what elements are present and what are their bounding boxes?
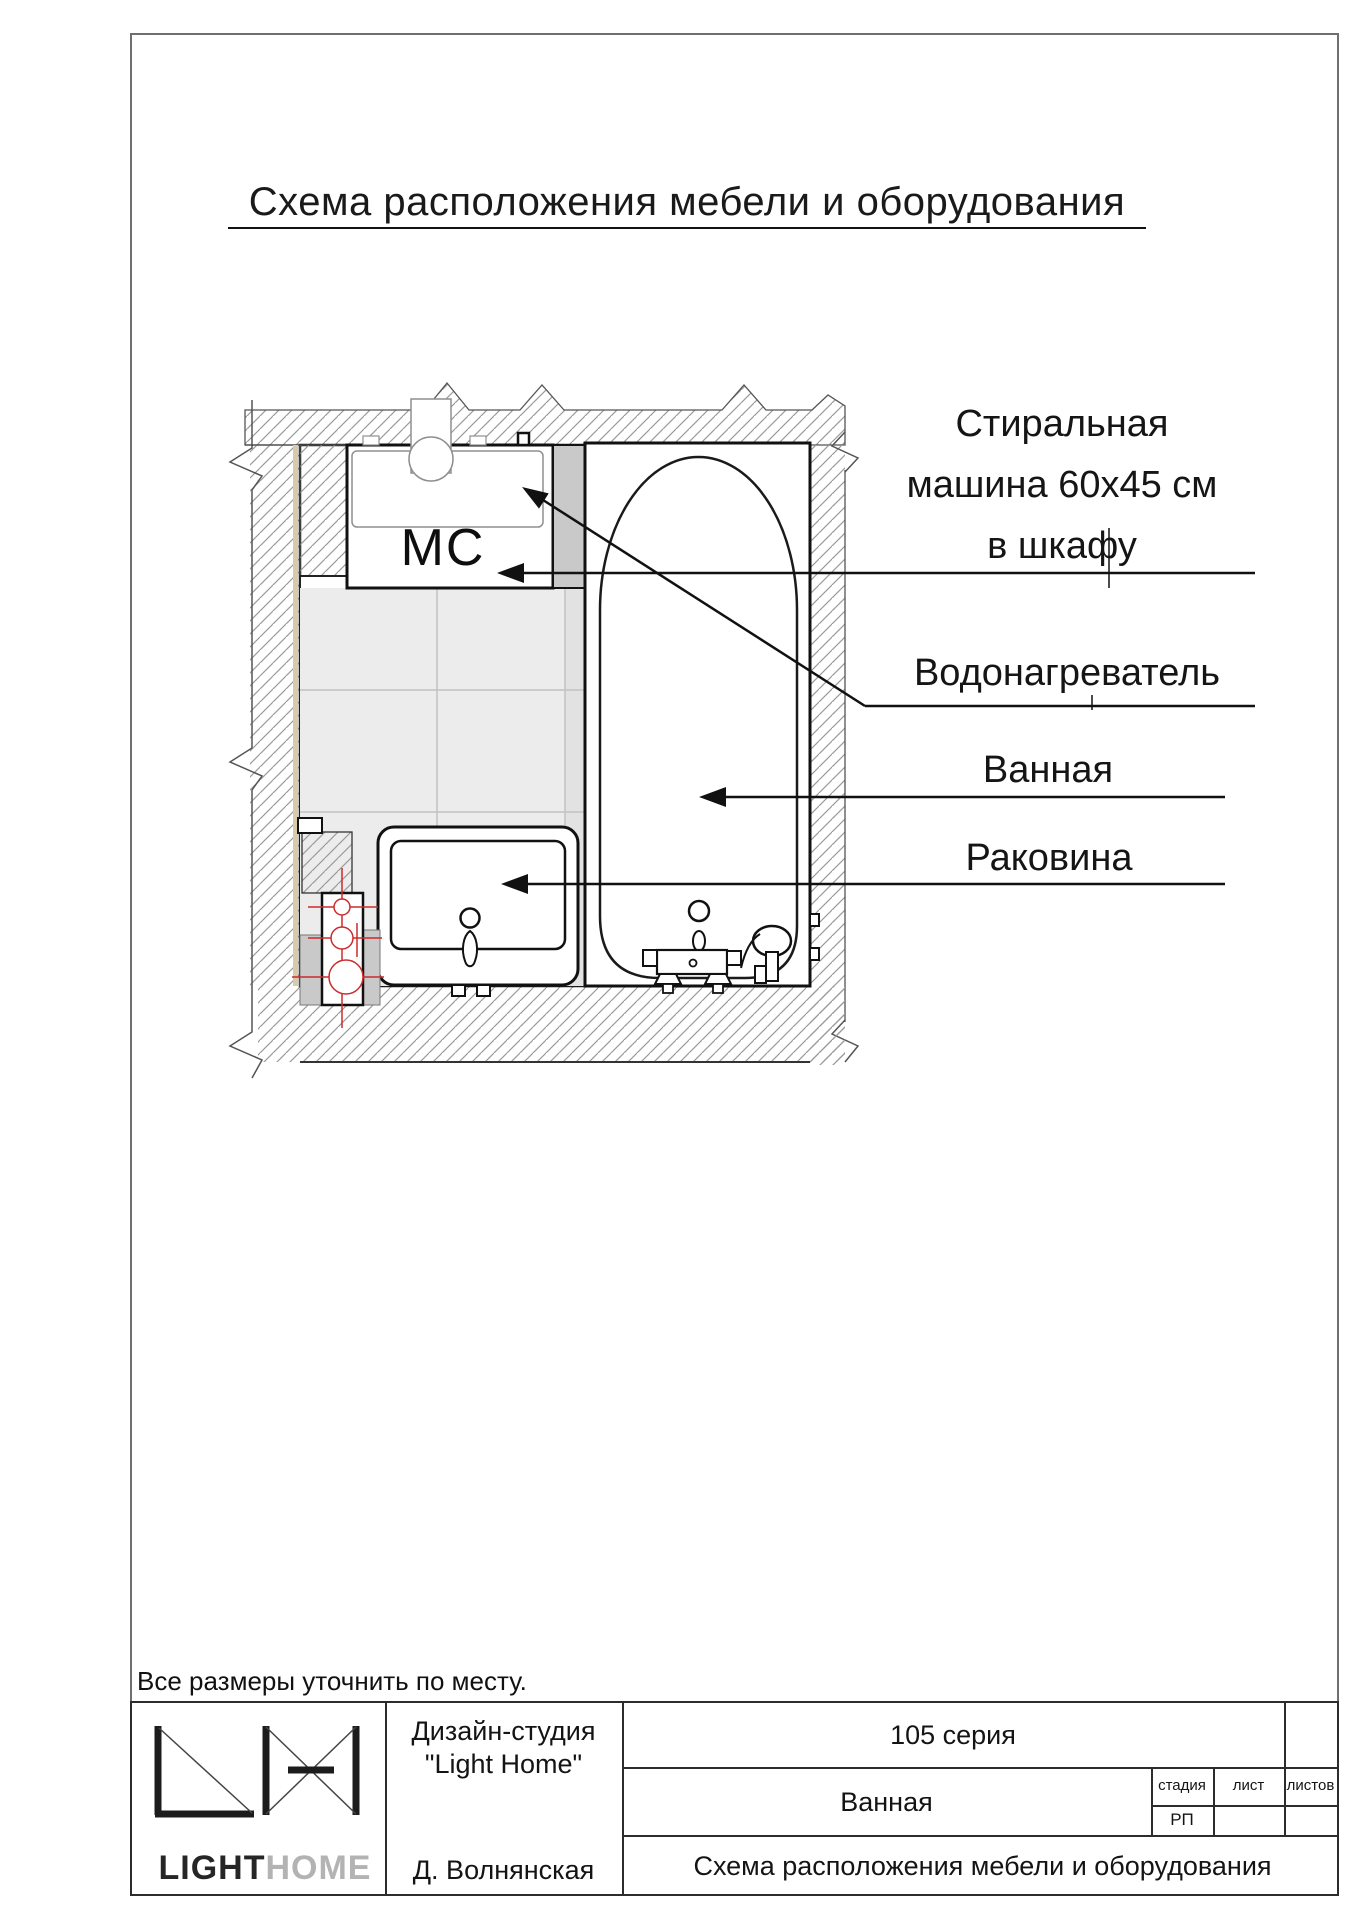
title-block [130,1701,1339,1896]
site-note: Все размеры уточнить по месту. [137,1666,527,1696]
callout-washing-machine-line1: Стиральная [955,403,1169,445]
titleblock-divider [622,1835,1337,1837]
logo-light: LIGHT [158,1849,266,1887]
wall-pier-hatch [300,445,347,576]
wall-finish-line [293,445,298,986]
bathtub [585,443,819,993]
sheet-title: Схема расположения мебели и оборудования [228,181,1146,229]
studio-name [385,1715,622,1781]
stage-label-cell: стадия [1158,1777,1206,1794]
logo-wordmark [142,1849,388,1888]
sheet-label-cell: лист [1232,1777,1265,1794]
studio-name-line1: Дизайн-студия [411,1716,596,1746]
sheets-label-cell: листов [1286,1777,1335,1794]
room-cell: Ванная [840,1787,933,1817]
washing-machine-mark: МС [400,519,486,577]
series-cell: 105 серия [890,1720,1016,1750]
stage-value-cell: РП [1170,1810,1194,1829]
callout-water-heater: Водонагреватель [913,652,1221,694]
callout-washing-machine [907,394,1218,577]
drawing-title-cell: Схема расположения мебели и оборудования [693,1851,1272,1881]
sink [378,827,578,996]
titleblock-divider [1284,1703,1286,1837]
callout-washing-machine-line2: машина 60х45 см [906,464,1218,506]
author-name: Д. Волнянская [412,1855,595,1885]
titleblock-divider [622,1767,1337,1769]
wall-left-hatch [230,400,300,1078]
lighthome-logo [146,1721,378,1825]
titleblock-divider [1151,1805,1337,1807]
wall-niche [300,576,347,590]
callout-bath: Ванная [982,749,1114,791]
studio-name-line2: "Light Home" [424,1749,583,1779]
logo-home: HOME [265,1849,372,1887]
callout-sink: Раковина [965,837,1133,879]
water-heater-symbol [409,399,453,481]
wall-top-hatch [245,383,845,445]
callout-washing-machine-line3: в шкафу [987,525,1137,567]
wall-right-hatch [810,432,858,1065]
